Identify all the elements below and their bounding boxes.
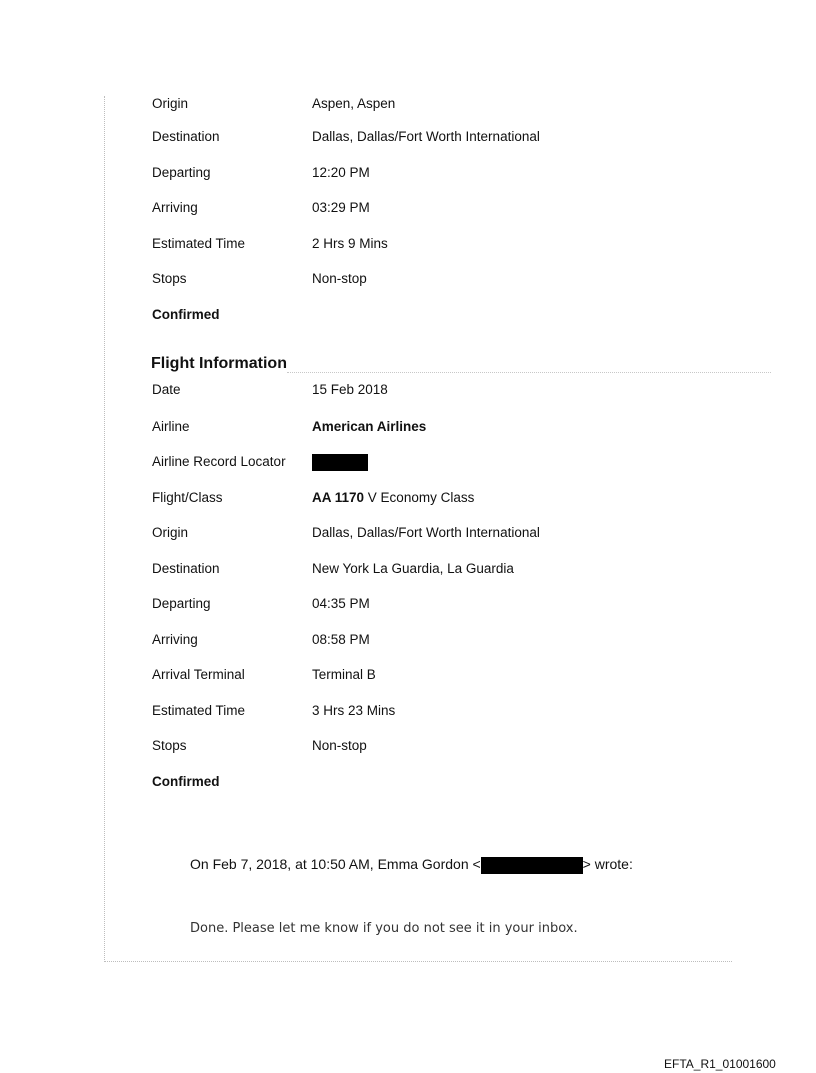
field-label: Destination	[152, 129, 220, 144]
field-label: Flight/Class	[152, 490, 223, 505]
field-label: Estimated Time	[152, 236, 246, 251]
redaction-box	[481, 857, 583, 874]
field-value: Dallas, Dallas/Fort Worth International	[312, 129, 540, 144]
field-label: Destination	[152, 561, 220, 576]
quote-suffix: > wrote:	[582, 856, 633, 872]
field-value: 3 Hrs 23 Mins	[312, 703, 396, 718]
quote-prefix: On Feb 7, 2018, at 10:50 AM, Emma Gordon <	[190, 856, 481, 872]
field-label: Origin	[152, 96, 189, 111]
field-label: Stops	[152, 738, 187, 753]
field-label: Origin	[152, 525, 189, 540]
field-value: 2 Hrs 9 Mins	[312, 236, 388, 251]
field-value: Non-stop	[312, 738, 367, 753]
field-value: Terminal B	[312, 667, 376, 682]
field-value	[312, 489, 474, 507]
field-value: 12:20 PM	[312, 165, 370, 180]
field-value	[312, 453, 368, 471]
field-value: Aspen, Aspen	[312, 96, 396, 111]
field-label: Date	[152, 382, 181, 397]
status-confirmed: Confirmed	[152, 774, 220, 789]
field-value: Non-stop	[312, 271, 367, 286]
redaction-box	[312, 454, 368, 471]
field-label: Arrival Terminal	[152, 667, 245, 682]
field-value: 08:58 PM	[312, 632, 370, 647]
quote-bottom-rule	[104, 961, 732, 962]
section-title-rule	[287, 372, 771, 373]
field-value: 15 Feb 2018	[312, 382, 388, 397]
field-label: Departing	[152, 596, 211, 611]
field-label: Airline Record Locator	[152, 454, 286, 469]
field-label: Arriving	[152, 200, 198, 215]
field-label: Departing	[152, 165, 211, 180]
field-label: Airline	[152, 419, 190, 434]
flight-class: V Economy Class	[364, 490, 475, 505]
field-value: New York La Guardia, La Guardia	[312, 561, 514, 576]
section-title: Flight Information	[151, 355, 287, 372]
field-value: 03:29 PM	[312, 200, 370, 215]
field-value: 04:35 PM	[312, 596, 370, 611]
field-label: Estimated Time	[152, 703, 246, 718]
status-confirmed: Confirmed	[152, 307, 220, 322]
document-id: EFTA_R1_01001600	[664, 1057, 776, 1071]
quoted-email-header	[190, 855, 633, 874]
airline-name: American Airlines	[312, 419, 427, 434]
reply-text: Done. Please let me know if you do not see it in your inbox.	[190, 921, 578, 936]
field-label: Stops	[152, 271, 187, 286]
quote-left-rule	[104, 96, 105, 962]
flight-number: AA 1170	[312, 490, 365, 505]
field-value: Dallas, Dallas/Fort Worth International	[312, 525, 540, 540]
field-label: Arriving	[152, 632, 198, 647]
